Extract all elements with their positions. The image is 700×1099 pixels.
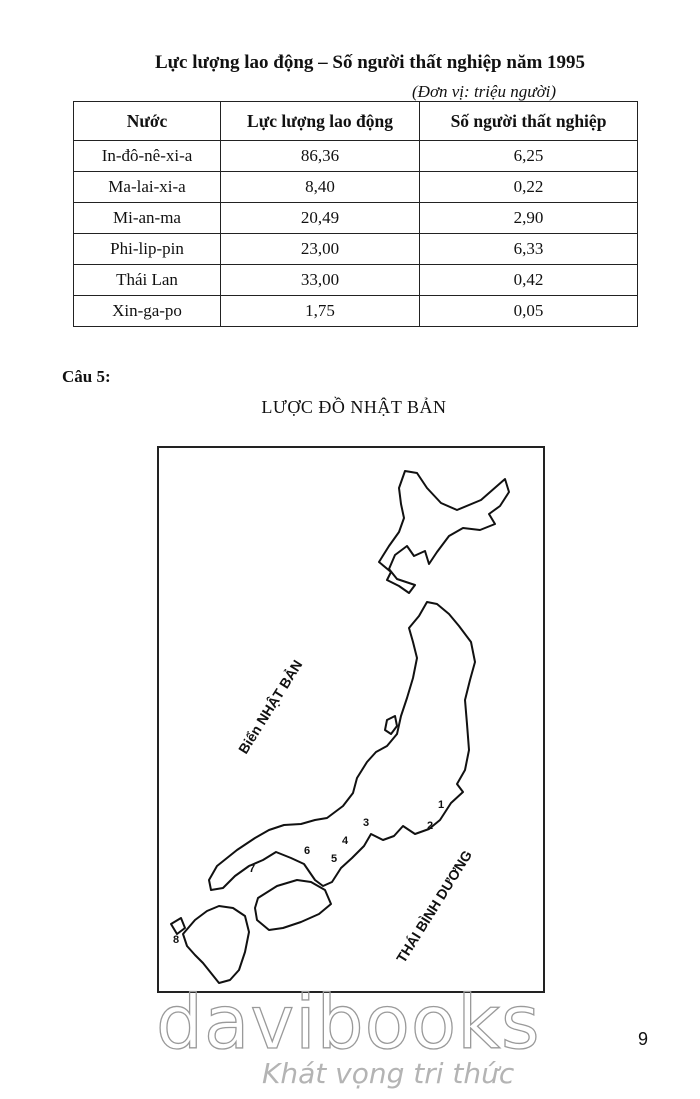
japan-outline [159,448,545,993]
table-row [74,141,638,172]
unemployed-cell: 6,33 [420,234,638,265]
sea-of-japan-label: Biển NHẬT BẢN [235,656,306,757]
table-row [74,234,638,265]
map-marker-4: 4 [342,835,349,847]
labor-cell: 20,49 [221,203,420,234]
unemployed-cell: 0,05 [420,296,638,327]
country-cell: In-đô-nê-xi-a [74,141,221,172]
column-header: Lực lượng lao động [221,102,420,141]
map-marker-7: 7 [249,863,256,875]
unemployed-cell: 2,90 [420,203,638,234]
labor-cell: 1,75 [221,296,420,327]
country-cell: Ma-lai-xi-a [74,172,221,203]
unit-note: (Đơn vị: triệu người) [412,82,557,101]
unemployed-cell: 6,25 [420,141,638,172]
sado-island [385,716,397,734]
map-marker-5: 5 [331,853,338,865]
labor-cell: 86,36 [221,141,420,172]
country-cell: Xin-ga-po [74,296,221,327]
country-cell: Thái Lan [74,265,221,296]
watermark-brand: davibooks [156,980,541,1066]
map-title: LƯỢC ĐỒ NHẬT BẢN [261,397,447,417]
unemployed-cell: 0,22 [420,172,638,203]
kyushu-outline [183,906,249,983]
hokkaido-outline [379,471,509,593]
unemployed-cell: 0,42 [420,265,638,296]
labor-cell: 33,00 [221,265,420,296]
column-header: Số người thất nghiệp [420,102,638,141]
table-row [74,265,638,296]
table-row [74,172,638,203]
table-title: Lực lượng lao động – Số người thất nghiệp năm 1995 [154,52,586,73]
map-marker-2: 2 [427,820,434,832]
map-marker-8: 8 [173,934,180,946]
country-cell: Mi-an-ma [74,203,221,234]
pacific-ocean-label: THÁI BÌNH DƯƠNG [393,847,476,966]
labor-cell: 8,40 [221,172,420,203]
page-number: 9 [638,1029,649,1049]
kyushu-tip [171,918,185,934]
labor-cell: 23,00 [221,234,420,265]
question-label: Câu 5: [62,367,111,386]
watermark-tagline: Khát vọng tri thức [262,1057,515,1090]
map-marker-3: 3 [363,817,370,829]
table-row [74,296,638,327]
table-header-row [74,102,638,141]
map-marker-1: 1 [438,799,445,811]
country-cell: Phi-lip-pin [74,234,221,265]
table-row [74,203,638,234]
labor-table [73,101,638,327]
column-header: Nước [74,102,221,141]
shikoku-outline [255,880,331,930]
map-marker-6: 6 [304,845,311,857]
japan-map [157,446,545,993]
